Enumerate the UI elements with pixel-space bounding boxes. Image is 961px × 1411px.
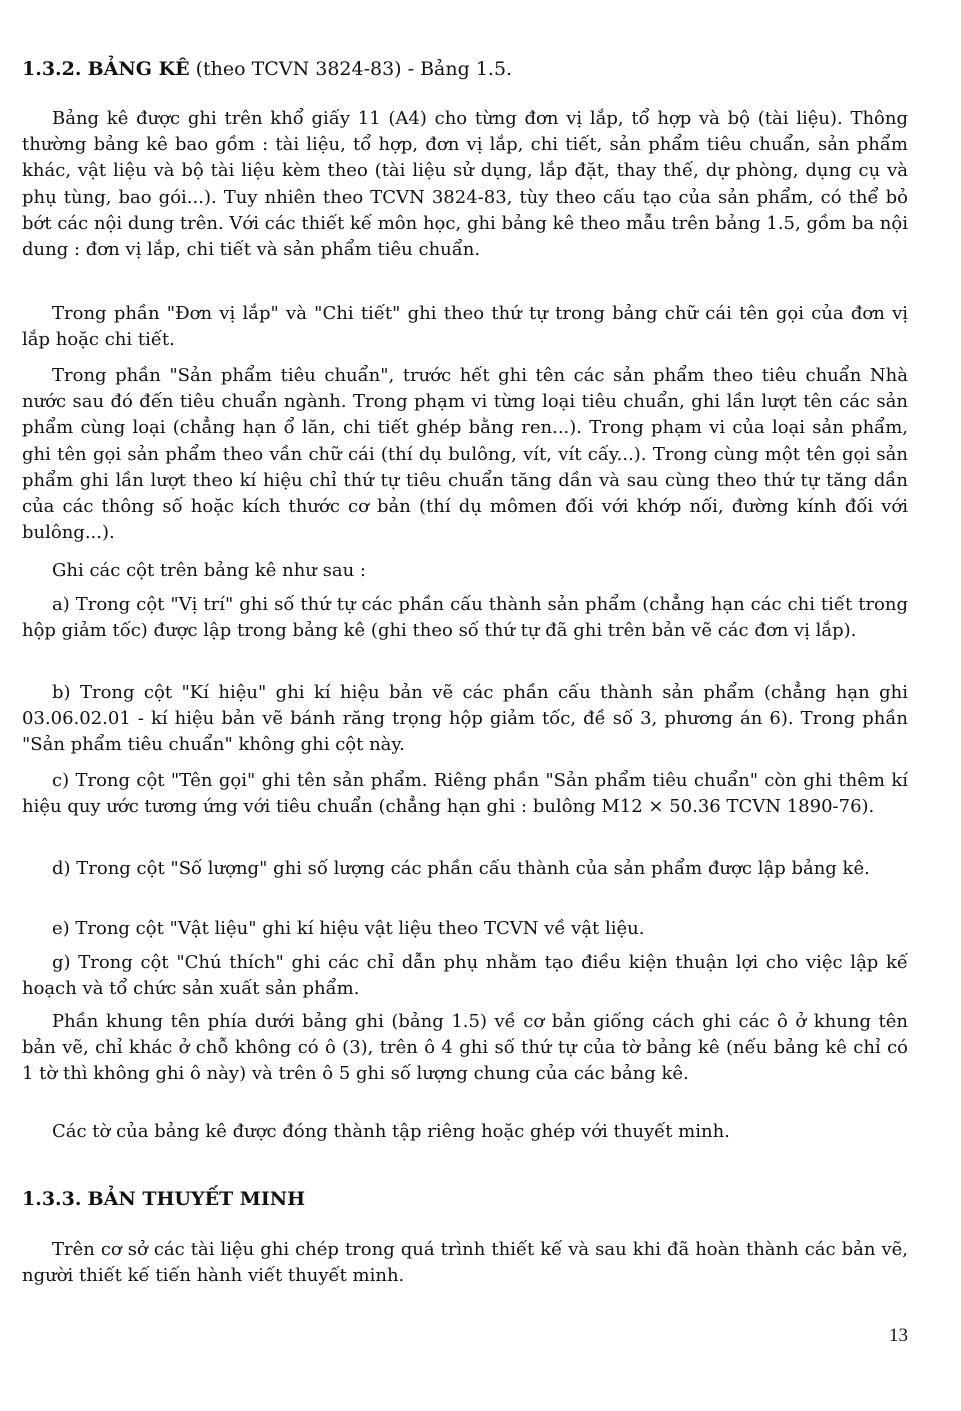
paragraph: Ghi các cột trên bảng kê như sau : [52, 560, 366, 581]
paragraph: Bảng kê được ghi trên khổ giấy 11 (A4) cho từng đơn vị lắp, tổ hợp và bộ (tài liệu). Thông thường bảng kê bao gồm : tài liệu, tổ hợp, đơn vị lắp, chi tiết, sản phẩm tiêu chuẩn, sản phẩm khác, vật liệu và bộ tài liệu kèm theo (tài liệu sử dụng, lắp đặt, thay thế, dự phòng, dụng cụ và phụ tùng, bao gói...). Tuy nhiên theo TCVN 3824-83, tùy theo cấu tạo của sản phẩm, có thể bỏ bớt các nội dung trên. Với các thiết kế môn học, ghi bảng kê theo mẫu trên bảng 1.5, gồm ba nội dung : đơn vị lắp, chi tiết và sản phẩm tiêu chuẩn. [22, 108, 908, 261]
list-item: g) Trong cột "Chú thích" ghi các chỉ dẫn phụ nhằm tạo điều kiện thuận lợi cho việc lập kế hoạch và tổ chức sản xuất sản phẩm. [22, 952, 908, 1000]
section-heading-ban-thuyet-minh [22, 1186, 305, 1212]
page-number: 13 [889, 1325, 908, 1346]
section-number: 1.3.2. [22, 58, 82, 80]
paragraph: Phần khung tên phía dưới bảng ghi (bảng 1.5) về cơ bản giống cách ghi các ô ở khung tên bản vẽ, chỉ khác ở chỗ không có ô (3), trên ô 4 ghi số thứ tự của tờ bảng kê (nếu bảng kê chỉ có 1 tờ thì không ghi ô này) và trên ô 5 ghi số lượng chung của các bảng kê. [22, 1011, 908, 1085]
section-title: BẢN THUYẾT MINH [87, 1188, 306, 1210]
list-item: a) Trong cột "Vị trí" ghi số thứ tự các phần cấu thành sản phẩm (chẳng hạn các chi tiết trong hộp giảm tốc) được lập trong bảng kê (ghi theo số thứ tự đã ghi trên bản vẽ các đơn vị lắp). [22, 594, 908, 642]
section-subtitle: (theo TCVN 3824-83) - Bảng 1.5. [195, 58, 513, 80]
document-page [22, 0, 908, 1411]
paragraph: Trên cơ sở các tài liệu ghi chép trong quá trình thiết kế và sau khi đã hoàn thành các bản vẽ, người thiết kế tiến hành viết thuyết minh. [22, 1239, 908, 1287]
list-item: d) Trong cột "Số lượng" ghi số lượng các phần cấu thành của sản phẩm được lập bảng kê. [52, 858, 870, 879]
list-item: c) Trong cột "Tên gọi" ghi tên sản phẩm. Riêng phần "Sản phẩm tiêu chuẩn" còn ghi thêm kí hiệu quy ước tương ứng với tiêu chuẩn (chẳng hạn ghi : bulông M12 × 50.36 TCVN 1890-76). [22, 770, 908, 818]
list-item: e) Trong cột "Vật liệu" ghi kí hiệu vật liệu theo TCVN về vật liệu. [52, 918, 645, 939]
list-item: b) Trong cột "Kí hiệu" ghi kí hiệu bản vẽ các phần cấu thành sản phẩm (chẳng hạn ghi 03.06.02.01 - kí hiệu bản vẽ bánh răng trọng hộp giảm tốc, đề số 3, phương án 6). Trong phần "Sản phẩm tiêu chuẩn" không ghi cột này. [22, 682, 908, 756]
section-title: BẢNG KÊ [87, 58, 190, 80]
section-number: 1.3.3. [22, 1188, 82, 1210]
paragraph: Các tờ của bảng kê được đóng thành tập riêng hoặc ghép với thuyết minh. [52, 1121, 730, 1142]
paragraph: Trong phần "Đơn vị lắp" và "Chi tiết" ghi theo thứ tự trong bảng chữ cái tên gọi của đơn vị lắp hoặc chi tiết. [22, 303, 908, 351]
section-heading-bang-ke [22, 56, 512, 82]
paragraph: Trong phần "Sản phẩm tiêu chuẩn", trước hết ghi tên các sản phẩm theo tiêu chuẩn Nhà nước sau đó đến tiêu chuẩn ngành. Trong phạm vi từng loại tiêu chuẩn, ghi lần lượt tên các sản phẩm cùng loại (chẳng hạn ổ lăn, chi tiết ghép bằng ren...). Trong phạm vi của loại sản phẩm, ghi tên gọi sản phẩm theo vần chữ cái (thí dụ bulông, vít, vít cấy...). Trong cùng một tên gọi sản phẩm ghi lần lượt theo kí hiệu chỉ thứ tự tiêu chuẩn tăng dần và sau cùng theo thứ tự tăng dần của các thông số hoặc kích thước cơ bản (thí dụ mômen đối với khớp nối, đường kính đối với bulông...). [22, 365, 908, 544]
